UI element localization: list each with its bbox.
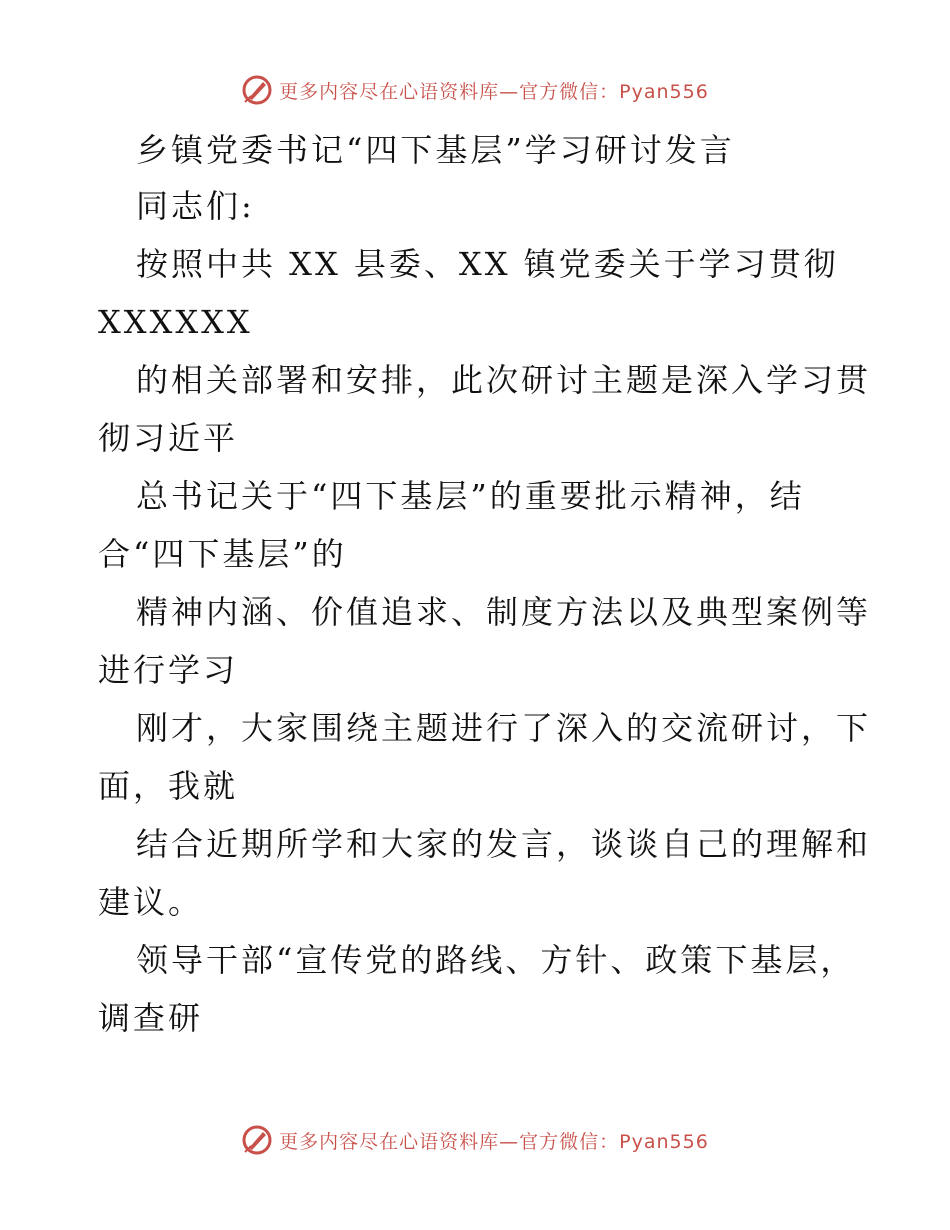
paragraph-line: 面，我就 xyxy=(98,767,239,805)
paragraph-line: 的相关部署和安排，此次研讨主题是深入学习贯 xyxy=(136,361,872,399)
paragraph-line: 同志们: xyxy=(136,187,255,225)
paragraph-line: 合“四下基层”的 xyxy=(98,535,347,573)
paragraph-line: 总书记关于“四下基层”的重要批示精神，结 xyxy=(136,477,805,515)
paragraph-line: 刚才，大家围绕主题进行了深入的交流研讨，下 xyxy=(136,709,872,747)
watermark-text: 更多内容尽在心语资料库—官方微信：Pyan556 xyxy=(279,1130,709,1153)
quill-logo-icon xyxy=(241,1124,273,1156)
document-title: 乡镇党委书记“四下基层”学习研讨发言 xyxy=(136,131,735,169)
paragraph-line: 按照中共 XX 县委、XX 镇党委关于学习贯彻 xyxy=(136,245,839,283)
watermark-header xyxy=(0,70,950,110)
paragraph-line: 进行学习 xyxy=(98,651,239,689)
paragraph-line: 建议。 xyxy=(98,883,204,921)
paragraph-line: 精神内涵、价值追求、制度方法以及典型案例等 xyxy=(136,593,872,631)
paragraph-line: 结合近期所学和大家的发言，谈谈自己的理解和 xyxy=(136,825,872,863)
quill-logo-icon xyxy=(241,74,273,106)
paragraph-line: 调查研 xyxy=(98,999,204,1037)
paragraph-line: XXXXXX xyxy=(98,303,253,341)
watermark-footer xyxy=(0,1120,950,1160)
paragraph-line: 领导干部“宣传党的路线、方针、政策下基层， xyxy=(136,941,856,979)
paragraph-line: 彻习近平 xyxy=(98,419,239,457)
watermark-text: 更多内容尽在心语资料库—官方微信：Pyan556 xyxy=(279,80,709,103)
